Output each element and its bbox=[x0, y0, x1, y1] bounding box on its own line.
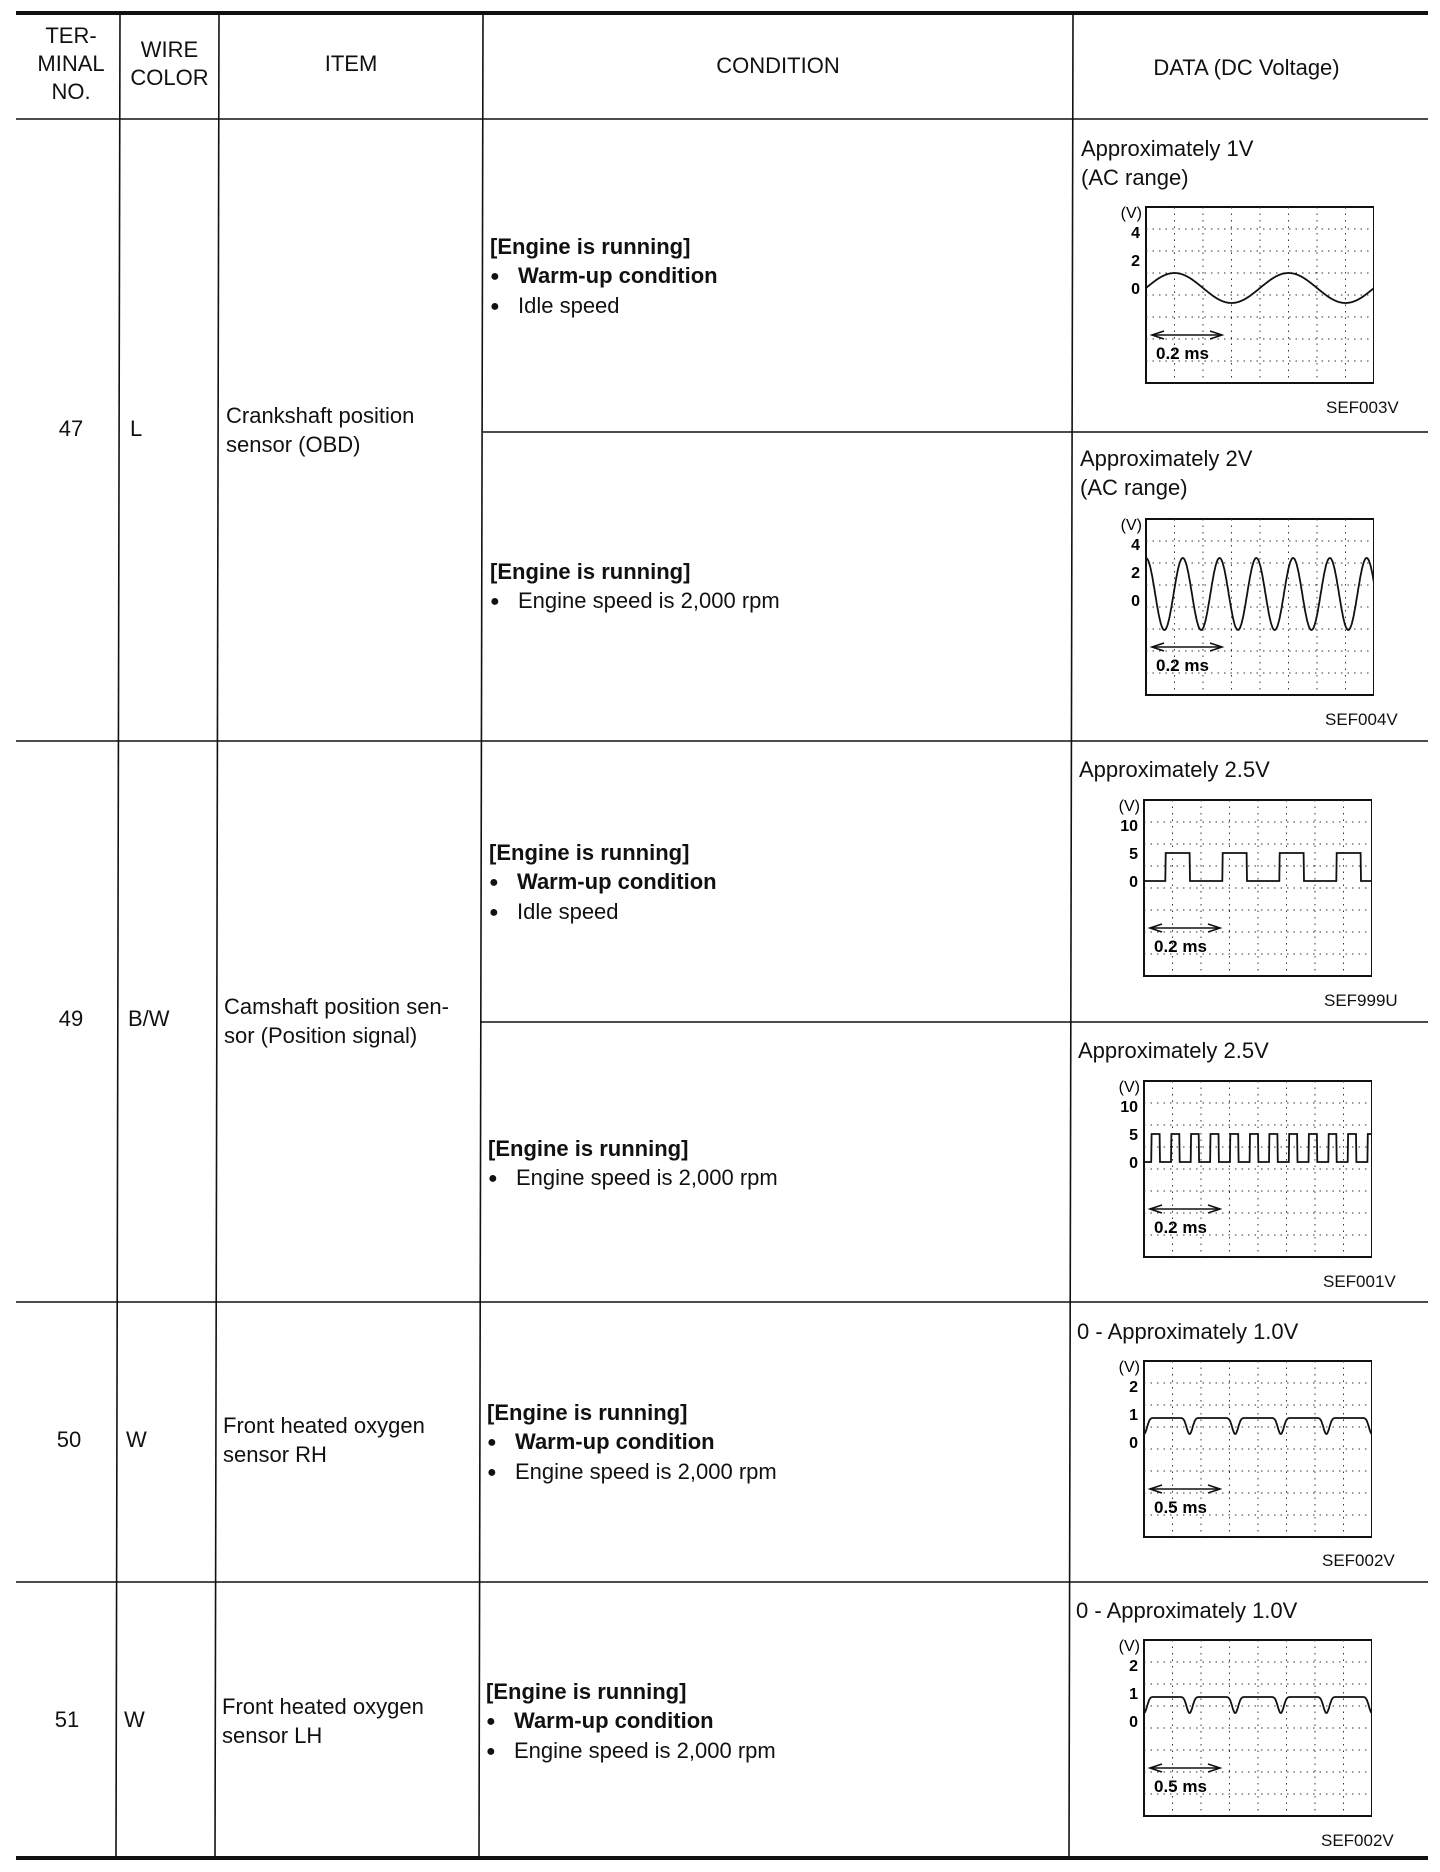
tick-label: 0 bbox=[1129, 874, 1138, 891]
wire-color: W bbox=[126, 1427, 147, 1452]
condition: [Engine is running] ● Warm-up condition ● Engine speed is 2,000 rpm bbox=[487, 1398, 777, 1487]
oscilloscope-plot bbox=[1104, 199, 1374, 391]
tick-label: 1 bbox=[1129, 1686, 1138, 1703]
unit-label: (V) bbox=[1118, 1079, 1140, 1096]
unit-label: (V) bbox=[1118, 798, 1140, 815]
tick-label: 1 bbox=[1129, 1407, 1138, 1424]
waveform-trace bbox=[1144, 1134, 1372, 1162]
tick-label: 0 bbox=[1131, 593, 1140, 610]
data-voltage: 0 - Approximately 1.0V bbox=[1077, 1319, 1299, 1344]
wire-color: W bbox=[124, 1707, 145, 1732]
condition: [Engine is running] ● Engine speed is 2,000 rpm bbox=[490, 557, 780, 616]
figure-code: SEF999U bbox=[1324, 991, 1398, 1010]
waveform-trace bbox=[1144, 853, 1372, 881]
figure-code: SEF002V bbox=[1322, 1551, 1395, 1570]
oscilloscope-plot bbox=[1102, 1073, 1372, 1265]
oscilloscope-plot bbox=[1102, 1632, 1372, 1824]
terminal-no: 50 bbox=[56, 1427, 82, 1452]
time-scale-label: 0.2 ms bbox=[1154, 937, 1207, 956]
unit-label: (V) bbox=[1120, 205, 1142, 222]
unit-label: (V) bbox=[1118, 1359, 1140, 1376]
tick-label: 5 bbox=[1129, 1127, 1138, 1144]
data-voltage: Approximately 2.5V bbox=[1078, 1038, 1269, 1063]
item-name: Camshaft position sen- sor (Position signal) bbox=[224, 994, 449, 1048]
tick-label: 0 bbox=[1129, 1714, 1138, 1731]
condition: [Engine is running] ● Engine speed is 2,000 rpm bbox=[488, 1134, 778, 1193]
header-item: ITEM bbox=[324, 51, 378, 76]
time-scale-label: 0.5 ms bbox=[1154, 1498, 1207, 1517]
tick-label: 4 bbox=[1131, 225, 1140, 242]
tick-label: 0 bbox=[1129, 1435, 1138, 1452]
data-voltage: 0 - Approximately 1.0V bbox=[1076, 1598, 1298, 1623]
tick-label: 10 bbox=[1120, 1099, 1138, 1116]
condition: [Engine is running] ● Warm-up condition ● Idle speed bbox=[490, 232, 718, 321]
header-wire-color: WIRE COLOR bbox=[130, 37, 209, 90]
oscilloscope-plot bbox=[1102, 792, 1372, 984]
time-scale-label: 0.2 ms bbox=[1156, 656, 1209, 675]
figure-code: SEF004V bbox=[1325, 710, 1398, 729]
time-scale-label: 0.2 ms bbox=[1154, 1218, 1207, 1237]
time-scale-label: 0.5 ms bbox=[1154, 1777, 1207, 1796]
tick-label: 4 bbox=[1131, 537, 1140, 554]
oscilloscope-plot bbox=[1104, 511, 1374, 703]
terminal-no: 49 bbox=[58, 1006, 84, 1031]
tick-label: 5 bbox=[1129, 846, 1138, 863]
header-condition: CONDITION bbox=[716, 53, 840, 78]
item-name: Front heated oxygen sensor RH bbox=[223, 1413, 425, 1467]
tick-label: 2 bbox=[1131, 565, 1140, 582]
tick-label: 0 bbox=[1129, 1155, 1138, 1172]
wire-color: B/W bbox=[128, 1006, 170, 1031]
item-name: Front heated oxygen sensor LH bbox=[222, 1694, 424, 1748]
item-name: Crankshaft position sensor (OBD) bbox=[226, 403, 415, 457]
header-terminal: TER- MINAL NO. bbox=[37, 23, 105, 104]
terminal-no: 51 bbox=[54, 1707, 80, 1732]
unit-label: (V) bbox=[1118, 1638, 1140, 1655]
tick-label: 0 bbox=[1131, 281, 1140, 298]
tick-label: 2 bbox=[1129, 1658, 1138, 1675]
waveform-trace bbox=[1146, 558, 1374, 630]
data-voltage: Approximately 2V (AC range) bbox=[1080, 446, 1253, 500]
tick-label: 10 bbox=[1120, 818, 1138, 835]
terminal-no: 47 bbox=[58, 416, 84, 441]
data-voltage: Approximately 1V (AC range) bbox=[1081, 136, 1254, 190]
header-data: DATA (DC Voltage) bbox=[1153, 55, 1340, 80]
figure-code: SEF003V bbox=[1326, 398, 1399, 417]
figure-code: SEF001V bbox=[1323, 1272, 1396, 1291]
oscilloscope-plot bbox=[1102, 1353, 1372, 1545]
tick-label: 2 bbox=[1131, 253, 1140, 270]
time-scale-label: 0.2 ms bbox=[1156, 344, 1209, 363]
data-voltage: Approximately 2.5V bbox=[1079, 757, 1270, 782]
tick-label: 2 bbox=[1129, 1379, 1138, 1396]
condition: [Engine is running] ● Warm-up condition ● Idle speed bbox=[489, 838, 717, 927]
condition: [Engine is running] ● Warm-up condition ● Engine speed is 2,000 rpm bbox=[486, 1677, 776, 1766]
wire-color: L bbox=[130, 416, 143, 441]
unit-label: (V) bbox=[1120, 517, 1142, 534]
figure-code: SEF002V bbox=[1321, 1831, 1394, 1850]
